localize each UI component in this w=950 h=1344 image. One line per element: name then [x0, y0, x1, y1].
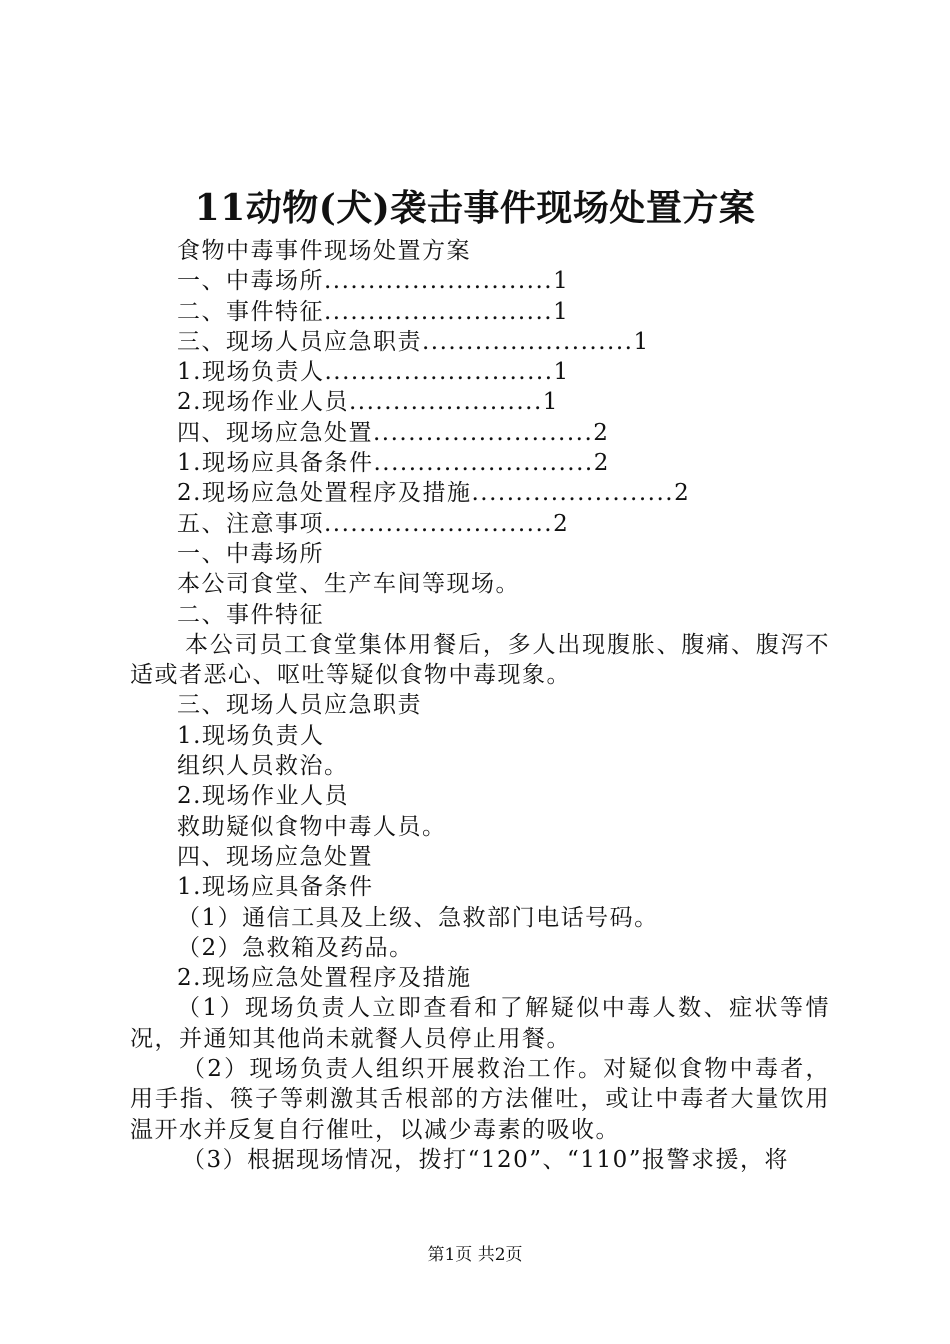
section-heading: 四、现场应急处置	[177, 843, 373, 870]
list-item: （2）现场负责人组织开展救治工作。对疑似食物中毒者，用手指、筷子等刺激其舌根部的方法催吐，或让中毒者大量饮用温开水并反复自行催吐，以减少毒素的吸收。	[130, 1056, 830, 1143]
toc-entry: 1.现场负责人..........................1	[177, 359, 570, 386]
toc-entry: 四、现场应急处置.........................2	[177, 419, 610, 446]
subsection-heading: 1.现场负责人	[177, 722, 325, 749]
subsection-heading: 1.现场应具备条件	[177, 874, 374, 901]
paragraph: 本公司员工食堂集体用餐后，多人出现腹胀、腹痛、腹泻不适或者恶心、呕吐等疑似食物中毒现象。	[130, 631, 830, 689]
paragraph: 本公司食堂、生产车间等现场。	[177, 571, 520, 598]
subsection-heading: 2.现场作业人员	[177, 783, 349, 810]
list-item: （2）急救箱及药品。	[177, 934, 414, 961]
paragraph: 救助疑似食物中毒人员。	[177, 813, 447, 840]
document-title: 11动物(犬)袭击事件现场处置方案	[194, 187, 756, 229]
toc-heading: 食物中毒事件现场处置方案	[177, 238, 471, 264]
toc-entry: 2.现场应急处置程序及措施.......................2	[177, 480, 691, 507]
toc-entry: 五、注意事项..........................2	[177, 510, 570, 537]
section-heading: 二、事件特征	[177, 601, 324, 628]
document-body	[130, 236, 830, 1175]
toc-entry: 二、事件特征..........................1	[177, 298, 570, 325]
list-item: （1）现场负责人立即查看和了解疑似中毒人数、症状等情况，并通知其他尚未就餐人员停止用餐。	[130, 995, 830, 1052]
section-heading: 一、中毒场所	[177, 540, 324, 567]
toc-entry: 1.现场应具备条件.........................2	[177, 450, 610, 477]
list-item: （3）根据现场情况，拨打“120”、“110”报警求援，将	[182, 1146, 789, 1173]
subsection-heading: 2.现场应急处置程序及措施	[177, 965, 472, 992]
section-heading: 三、现场人员应急职责	[177, 692, 422, 719]
page-footer: 第1页 共2页	[427, 1245, 523, 1265]
toc-entry: 三、现场人员应急职责........................1	[177, 328, 650, 355]
toc-entry: 2.现场作业人员......................1	[177, 389, 559, 416]
list-item: （1）通信工具及上级、急救部门电话号码。	[177, 904, 659, 931]
toc-entry: 一、中毒场所..........................1	[177, 268, 570, 295]
paragraph: 组织人员救治。	[177, 753, 349, 780]
